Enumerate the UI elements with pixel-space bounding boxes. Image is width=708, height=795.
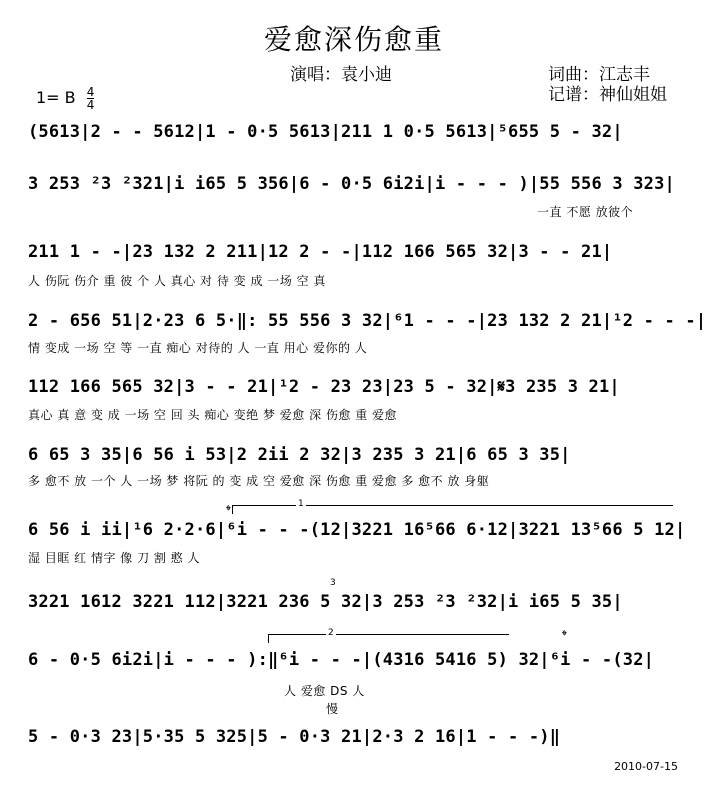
- time-signature-denominator: 4: [86, 98, 95, 112]
- song-title: 爱愈深伤愈重: [263, 23, 444, 56]
- score-row-5: 112 166 565 32|3 - - 21|¹2 - 23 23|23 5 - 32|𝄋3 235 3 21|: [28, 377, 620, 397]
- score-row-2: 3 253 ²3 ²321|i i65 5 356|6 - 0·5 6i2i|i - - - )|55 556 3 323|: [28, 174, 675, 194]
- volta-number-1: 1: [298, 499, 304, 509]
- lyric-row-3: 人 伤阮 伤介 重 彼 个 人 真心 对 待 变 成 一场 空 真: [28, 274, 326, 288]
- lyricist-composer-credit: 词曲：江志丰: [548, 65, 650, 85]
- score-row-10: 5 - 0·3 23|5·35 5 325|5 - 0·3 21|2·3 2 16|1 - - -)‖: [28, 727, 561, 747]
- lyric-row-7: 湿 目眶 红 情字 像 刀 割 憨 人: [28, 551, 201, 565]
- lyric-row-5: 真心 真 意 变 成 一场 空 回 头 痴心 变绝 梦 爱愈 深 伤愈 重 爱愈: [28, 408, 398, 422]
- key-label: 1= B: [36, 88, 76, 107]
- time-signature: [87, 86, 95, 111]
- volta-bracket-2: [268, 634, 509, 643]
- lyric-row-6: 多 愈不 放 一个 人 一场 梦 将阮 的 变 成 空 爱愈 深 伤愈 重 爱愈 多 愈不 放 身躯: [28, 474, 490, 488]
- transcriber-credit: 记谱：神仙姐姐: [548, 85, 667, 105]
- time-signature-numerator: 4: [86, 85, 95, 99]
- lyric-row-4: 情 变成 一场 空 等 一直 痴心 对待的 人 一直 用心 爱你的 人: [28, 341, 368, 355]
- coda-icon: 𝄌: [226, 503, 231, 519]
- coda-icon-2: 𝄌: [562, 628, 567, 644]
- score-row-9: 6 - 0·5 6i2i|i - - - ):‖⁶i - - -|(4316 5416 5) 32|⁶i - -(32|: [28, 650, 655, 670]
- key-signature: [36, 86, 94, 111]
- lyric-row-9b: 慢: [326, 702, 339, 716]
- date-stamp: 2010-07-15: [614, 760, 678, 773]
- score-row-7: 6 56 i ii|¹6 2·2·6|⁶i - - -(12|3221 16⁵66 6·12|3221 13⁵66 5 12|: [28, 520, 686, 540]
- triplet-mark: 3: [330, 578, 336, 588]
- lyric-row-9: 人 爱愈 DS 人: [284, 684, 365, 698]
- score-row-3: 211 1 - -|23 132 2 211|12 2 - -|112 166 565 32|3 - - 21|: [28, 242, 613, 262]
- lyric-row-2: 一直 不愿 放彼个: [537, 205, 634, 219]
- score-row-1: (5613|2 - - 5612|1 - 0·5 5613|211 1 0·5 5613|⁵655 5 - 32|: [28, 122, 623, 142]
- score-row-8: 3221 1612 3221 112|3221 236 5 32|3 253 ²3 ²32|i i65 5 35|: [28, 592, 623, 612]
- score-row-6: 6 65 3 35|6 56 i 53|2 2ii 2 32|3 235 3 21|6 65 3 35|: [28, 445, 571, 465]
- volta-number-2: 2: [328, 628, 334, 638]
- singer-credit: 演唱：袁小迪: [290, 65, 392, 85]
- score-row-4: 2 - 656 51|2·23 6 5·‖: 55 556 3 32|⁶1 - - -|23 132 2 21|¹2 - - -|: [28, 311, 707, 331]
